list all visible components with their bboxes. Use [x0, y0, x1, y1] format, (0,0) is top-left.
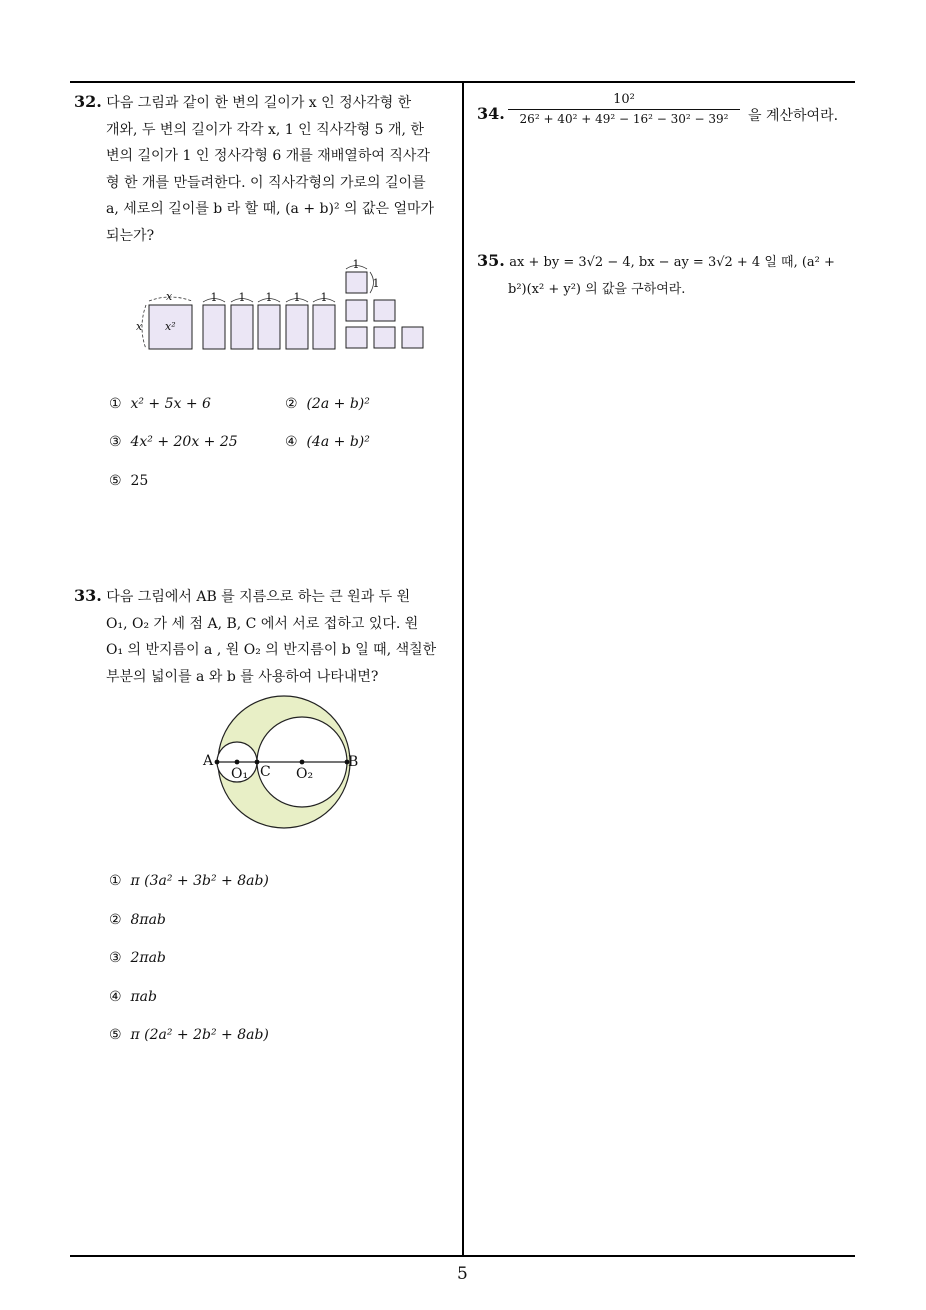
- question-32: [74, 89, 434, 249]
- page-number: 5: [457, 1264, 468, 1284]
- label-o1: O₁: [231, 766, 249, 782]
- q33-choice-4[interactable]: [109, 989, 157, 1005]
- question-text-line: 변의 길이가 1 인 정사각형 6 개를 재배열하여 직사각: [106, 148, 430, 164]
- choice-text: 25: [130, 473, 149, 489]
- big-square-side-label: x: [136, 320, 143, 333]
- label-o2: O₂: [296, 766, 314, 782]
- question-number: 35.: [477, 251, 505, 270]
- unit-square: [346, 327, 367, 348]
- q33-choice-3[interactable]: [109, 950, 166, 966]
- question-text-line: a, 세로의 길이를 b 라 할 때, (a + b)² 의 값은 얼마가: [106, 201, 435, 217]
- choice-text: (2a + b)²: [306, 396, 370, 412]
- rect-width-label: 1: [320, 291, 328, 304]
- rectangle-x-by-1: [313, 305, 335, 349]
- question-text-line: 개와, 두 변의 길이가 각각 x, 1 인 직사각형 5 개, 한: [106, 121, 424, 138]
- point-a: [215, 760, 220, 765]
- rectangle-x-by-1: [286, 305, 308, 349]
- choice-mark: ③: [109, 950, 122, 966]
- unit-top-label: 1: [352, 258, 360, 271]
- choice-mark: ①: [109, 873, 122, 889]
- q32-choice-2[interactable]: [285, 396, 370, 412]
- question-text-line: O₁, O₂ 가 세 점 A, B, C 에서 서로 접하고 있다. 원: [106, 615, 419, 632]
- rect-width-label: 1: [210, 291, 218, 304]
- big-square-top-label: x: [166, 290, 173, 303]
- bottom-rule: [70, 1255, 855, 1257]
- question-text-line: b²)(x² + y²) 의 값을 구하여라.: [508, 281, 686, 297]
- unit-square: [346, 272, 367, 293]
- unit-side-label: 1: [372, 277, 380, 290]
- choice-text: π (2a² + 2b² + 8ab): [130, 1027, 269, 1043]
- q33-choice-2[interactable]: [109, 912, 166, 928]
- point-c: [255, 760, 260, 765]
- unit-square: [402, 327, 423, 348]
- choice-text: 8πab: [130, 912, 166, 928]
- choice-mark: ①: [109, 396, 122, 412]
- q33-choice-5[interactable]: [109, 1027, 269, 1043]
- rectangle-x-by-1: [203, 305, 225, 349]
- question-33: [74, 583, 436, 690]
- choice-text: (4a + b)²: [306, 434, 370, 450]
- choice-mark: ④: [109, 989, 122, 1005]
- point-o2: [300, 760, 305, 765]
- choice-mark: ②: [109, 912, 122, 928]
- rectangle-x-by-1: [231, 305, 253, 349]
- unit-square: [374, 300, 395, 321]
- question-number: 33.: [74, 586, 102, 605]
- q34-denominator: 26² + 40² + 49² − 16² − 30² − 39²: [519, 112, 729, 126]
- q32-choice-3[interactable]: [109, 434, 238, 450]
- question-text-line: 다음 그림과 같이 한 변의 길이가 x 인 정사각형 한: [106, 95, 412, 111]
- q34-numerator: 10²: [613, 92, 635, 107]
- choice-text: 4x² + 20x + 25: [130, 434, 238, 450]
- rect-width-label: 1: [238, 291, 246, 304]
- unit-square: [346, 300, 367, 321]
- big-square-area-label: x²: [165, 320, 176, 333]
- question-35: [477, 248, 835, 303]
- q32-choice-5[interactable]: [109, 473, 148, 489]
- rect-width-label: 1: [293, 291, 301, 304]
- question-34-number: 34.: [477, 104, 505, 123]
- point-o1: [235, 760, 240, 765]
- question-text-line: 되는가?: [106, 227, 155, 244]
- choice-text: x² + 5x + 6: [130, 396, 211, 412]
- question-text-line: ax + by = 3√2 − 4, bx − ay = 3√2 + 4 일 때, (a² +: [509, 255, 835, 270]
- rect-width-label: 1: [265, 291, 273, 304]
- q34-fraction: [508, 92, 740, 126]
- choice-text: πab: [130, 989, 157, 1005]
- rectangle-x-by-1: [258, 305, 280, 349]
- choice-mark: ②: [285, 396, 298, 412]
- q32-figure: [130, 255, 430, 355]
- unit-square: [374, 327, 395, 348]
- label-a: A: [203, 753, 214, 769]
- choice-mark: ⑤: [109, 1027, 122, 1043]
- question-text-line: 형 한 개를 만들려한다. 이 직사각형의 가로의 길이를: [106, 174, 426, 191]
- q33-figure: [195, 692, 365, 837]
- label-b: B: [348, 754, 359, 770]
- q32-choice-1[interactable]: [109, 396, 211, 412]
- question-text-line: O₁ 의 반지름이 a , 원 O₂ 의 반지름이 b 일 때, 색칠한: [106, 642, 437, 658]
- q34-suffix: 을 계산하여라.: [748, 108, 839, 124]
- choice-text: π (3a² + 3b² + 8ab): [130, 873, 269, 889]
- question-text-line: 부분의 넓이를 a 와 b 를 사용하여 나타내면?: [106, 668, 379, 685]
- choice-mark: ③: [109, 434, 122, 450]
- choice-text: 2πab: [130, 950, 166, 966]
- question-number: 32.: [74, 92, 102, 111]
- choice-mark: ④: [285, 434, 298, 450]
- label-c: C: [260, 764, 271, 780]
- question-text-line: 다음 그림에서 AB 를 지름으로 하는 큰 원과 두 원: [106, 589, 411, 605]
- column-divider: [462, 81, 464, 1257]
- q32-choice-4[interactable]: [285, 434, 370, 450]
- choice-mark: ⑤: [109, 473, 122, 489]
- q33-choice-1[interactable]: [109, 873, 269, 889]
